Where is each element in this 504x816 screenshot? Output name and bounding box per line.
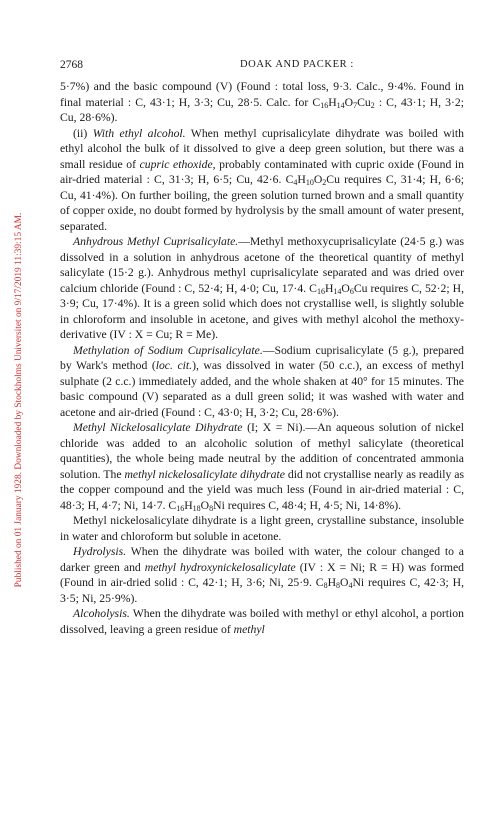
running-header [60, 59, 466, 75]
text-run: ), was dissolved in water (50 c.c.), an excess of methyl sulphate (2 c.c.) immediately added, and the whole shaken at 40° for 15 minutes. The basic compound (V) separated as a dull green solid; it was washed with water and acetone and air-dried (Found : C, 43·0; H, 3·2; Cu, 28·6%). [60, 359, 464, 419]
text-run: did not crystallise nearly as readily as the copper compound and the yield was much less (Found in air-dried material : C, 48·3; H, 4·7; Ni, 14·7. C [60, 467, 465, 512]
italic-text: Methylation of Sodium Cuprisalicylate. [73, 343, 263, 357]
subscript: 8 [336, 581, 341, 590]
text-run: Cu [357, 95, 371, 109]
text-run: H [184, 498, 193, 512]
subscript: 16 [320, 100, 329, 110]
paragraph-p2 [60, 234, 464, 343]
text-run: : C, 43·1; H, 3·2; Cu, 28·6%). [60, 95, 465, 124]
text-run: H [327, 576, 337, 589]
text-run: H [328, 95, 337, 109]
paragraph-p5 [60, 513, 464, 544]
text-run: 5·7%) and the basic compound (V) (Found : total loss, 9·3. Calc., 9·4%. Found in final material : C, 43·1; H, 3·3; Cu, 28·5. Calc. for C [60, 80, 464, 109]
text-run: Ni requires C, 48·4; H, 4·5; Ni, 14·8%). [213, 498, 402, 512]
paragraph-p4 [60, 420, 464, 513]
italic-text: Anhydrous Methyl Cuprisalicylate. [73, 235, 239, 248]
italic-text: methyl nickelosalicylate dihydrate [124, 467, 285, 481]
subscript: 4 [348, 581, 353, 590]
text-run: H [297, 173, 306, 186]
text-run: Methyl nickelosalicylate dihydrate is a light green, crystalline substance, insoluble in water and chloroform but soluble in acetone. [60, 514, 464, 543]
text-run: —Sodium cuprisalicylate (5 g.), prepared by Wark's method ( [60, 343, 464, 372]
subscript: 10 [305, 178, 314, 187]
subscript: 16 [316, 286, 325, 296]
paragraph-p7 [60, 606, 464, 637]
running-title: DOAK AND PACKER : [240, 59, 354, 70]
paragraph-p6 [60, 544, 464, 606]
text-run: When the dihydrate was boiled with methyl or ethyl alcohol, a portion dissolved, leaving a green residue of [60, 607, 464, 636]
italic-text: Hydrolysis. [73, 545, 127, 558]
subscript: 14 [333, 286, 342, 296]
text-run: When the dihydrate was boiled with water, the colour changed to a darker green and [60, 545, 464, 574]
text-run: O [313, 173, 323, 186]
download-notice-text: Published on 01 January 1928. Downloaded by Stockholms Universitet on 9/17/2019 11:39:15 AM. [14, 212, 24, 588]
text-run: (ii) [73, 126, 93, 140]
text-run: O [341, 281, 350, 295]
subscript: 16 [176, 503, 185, 513]
italic-text: methyl hydroxynickelosalicylate [144, 560, 296, 574]
text-run: (I; X = Ni).—An aqueous solution of nickel chloride was added to an alcoholic solution of methyl salicylate (theoretical quantities), the whole being made neutral by the addition of concentrated ammonia solution. The [60, 421, 464, 481]
text-run: Cu requires C, 31·4; H, 6·6; Cu, 41·4%). On further boiling, the green solution turned brown and a small quantity of copper oxide, no doubt formed by hydrolysis by the small amount of water present, separated. [60, 173, 465, 233]
subscript: 18 [192, 503, 201, 513]
text-run: O [344, 95, 354, 109]
subscript: 14 [336, 100, 345, 110]
text-run: O [200, 498, 210, 512]
article-body [60, 79, 464, 637]
text-run: Ni requires C, 42·3; H, 3·5; Ni, 25·9%). [60, 576, 464, 605]
italic-text: Methyl Nickelosalicylate Dihydrate [73, 421, 243, 434]
paragraph-p0 [60, 79, 464, 126]
text-run: H [324, 281, 334, 295]
subscript: 8 [323, 581, 328, 590]
paragraph-p3 [60, 343, 464, 421]
italic-text: With ethyl alcohol. [92, 126, 186, 140]
text-run: (IV : X = Ni; R = H) was formed (Found in air-dried solid : C, 42·1; H, 3·6; Ni, 25·9. C [60, 560, 464, 589]
text-run: —Methyl methoxycuprisalicylate (24·5 g.) was dissolved in a solution in anhydrous acetone of the theoretical quantity of methyl salicylate (15·2 g.). Anhydrous methyl cuprisalicylate separated and was dried over calcium chloride (Found : C, 52·4; H, 4·0; Cu, 17·4. C [60, 235, 464, 295]
italic-text: methyl [233, 622, 265, 636]
italic-text: Alcoholysis. [73, 607, 130, 620]
subscript: 7 [353, 100, 358, 110]
text-run: O [340, 576, 349, 589]
download-notice [2, 140, 24, 660]
subscript: 2 [370, 100, 375, 110]
text-run: Cu requires C, 52·2; H, 3·9; Cu, 17·4%). It is a green solid which does not crystallise well, is slightly soluble in chloroform and insoluble in acetone, and gives with methyl alcohol the methoxy-derivative (IV : X = Cu; R = Me). [60, 281, 465, 341]
italic-text: loc. cit. [155, 359, 193, 372]
paragraph-p1 [60, 126, 464, 235]
text-run: probably contaminated with cupric oxide (Found in air-dried material : C, 31·3; H, 6·5; Cu, 42·6. C [60, 157, 465, 186]
italic-text: cupric ethoxide, [139, 157, 216, 171]
subscript: 4 [293, 178, 298, 187]
subscript: 6 [349, 286, 354, 296]
text-run: When methyl cuprisalicylate dihydrate was boiled with ethyl alcohol the bulk of it dissolved to give a deep green solution, but there was a small residue of [60, 126, 465, 171]
subscript: 2 [322, 178, 327, 187]
page-number: 2768 [60, 59, 83, 71]
subscript: 8 [209, 503, 214, 513]
